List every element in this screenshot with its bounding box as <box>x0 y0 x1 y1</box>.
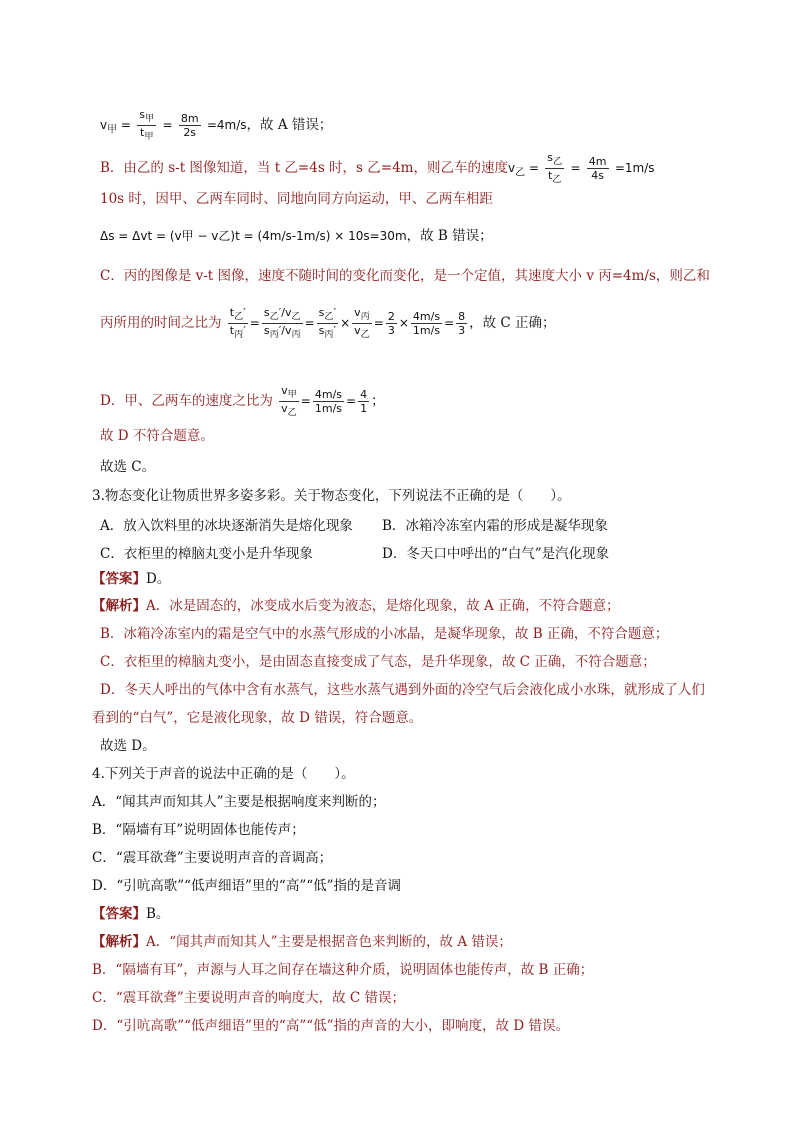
q4-analysis-4: D．“引吭高歌”“低声细语”里的“高”“低”指的声音的大小，即响度，故 D 错误。 <box>92 1018 569 1034</box>
q3-choose: 故选 D。 <box>100 738 156 754</box>
q4-option-b: B．“隔墙有耳”说明固体也能传声； <box>92 822 305 838</box>
q4-analysis-1: 【解析】A．“闻其声而知其人”主要是根据音色来判断的，故 A 错误； <box>92 934 512 950</box>
q3-option-c: C．衣柜里的樟脑丸变小是升华现象 <box>100 546 313 562</box>
solution-line-2: B．由乙的 s-t 图像知道，当 t 乙=4s 时，s 乙=4m，则乙车的速度$v_乙$ = $\frac{s_乙}{t_乙}$ = $\frac{4m}{4s}$ =1m/s <box>100 151 655 186</box>
fraction: $\frac{s_甲}{t_甲}$ <box>139 108 155 143</box>
q3-option-d: D．冬天口中呼出的“白气”是汽化现象 <box>382 546 610 562</box>
q4-option-a: A．“闻其声而知其人”主要是根据响度来判断的； <box>92 794 386 810</box>
q3-analysis-5: 看到的“白气”，它是液化现象，故 D 错误，符合题意。 <box>92 710 423 726</box>
velocity-formula: $v_甲$ = <box>100 118 131 136</box>
q3-option-a: A．放入饮料里的冰块逐渐消失是熔化现象 <box>100 518 353 534</box>
q3-analysis-3: C．衣柜里的樟脑丸变小，是由固态直接变成了气态，是升华现象，故 C 正确，不符合题意； <box>100 654 656 670</box>
q3-answer: 【答案】D。 <box>92 571 171 587</box>
q3-option-b: B．冰箱冷冻室内霜的形成是凝华现象 <box>382 518 608 534</box>
question-3-stem: 3.物态变化让物质世界多姿多彩。关于物态变化，下列说法不正确的是（ ）。 <box>92 488 571 504</box>
q3-analysis-4: D．冬天人呼出的气体中含有水蒸气，这些水蒸气遇到外面的冷空气后会液化成小水珠，就形成了人们 <box>100 682 705 698</box>
solution-line-5: C．丙的图像是 v-t 图像，速度不随时间的变化而变化，是一个定值，其速度大小 v 丙=4m/s，则乙和 <box>100 268 710 284</box>
question-4-stem: 4.下列关于声音的说法中正确的是（ ）。 <box>92 766 355 782</box>
q4-analysis-2: B．“隔墙有耳”，声源与人耳之间存在墙这种介质，说明固体也能传声，故 B 正确； <box>92 962 594 978</box>
q3-analysis-2: B．冰箱冷冻室内的霜是空气中的水蒸气形成的小冰晶，是凝华现象，故 B 正确，不符合题意； <box>100 626 669 642</box>
q4-option-d: D．“引吭高歌”“低声细语”里的“高”“低”指的是音调 <box>92 878 402 894</box>
solution-line-3: 10s 时，因甲、乙两车同时、同地向同方向运动，甲、乙两车相距 <box>100 191 493 207</box>
solution-line-9: 故选 C。 <box>100 459 156 475</box>
solution-line-6: 丙所用的时间之比为 $\frac{t_乙'}{t_丙'}$ = $\frac{s_乙'/v_乙}{s_丙'/v_丙}$ = $\frac{s_乙'}{s_丙'}$ × $\frac{v_丙}{v_乙}$ = $\frac{2}{3}$ × $\frac{4m/s}{1m/s}$ = $\frac{8}{3}$ ，故 C 正确； <box>100 306 556 341</box>
q4-answer: 【答案】B。 <box>92 906 170 922</box>
q4-option-c: C．“震耳欲聋”主要说明声音的音调高； <box>92 850 333 866</box>
solution-line-4: Δs = Δvt = (v甲 − v乙)t = (4m/s-1m/s) × 10s=30m，故 B 错误； <box>100 228 493 244</box>
fraction: $\frac{8m}{2s}$ <box>180 112 199 140</box>
q4-analysis-3: C．“震耳欲聋”主要说明声音的响度大，故 C 错误； <box>92 990 406 1006</box>
solution-line-8: 故 D 不符合题意。 <box>100 428 214 444</box>
q3-analysis-1: 【解析】A．冰是固态的，冰变成水后变为液态，是熔化现象，故 A 正确，不符合题意； <box>92 598 620 614</box>
solution-line-7: D．甲、乙两车的速度之比为 $\frac{v_甲}{v_乙}$ = $\frac{4m/s}{1m/s}$ = $\frac{4}{1}$ ； <box>100 384 385 419</box>
solution-line-1: $v_甲$ = $\frac{s_甲}{t_甲}$ = $\frac{8m}{2s}$ =4m/s，故 A 错误； <box>100 108 333 143</box>
